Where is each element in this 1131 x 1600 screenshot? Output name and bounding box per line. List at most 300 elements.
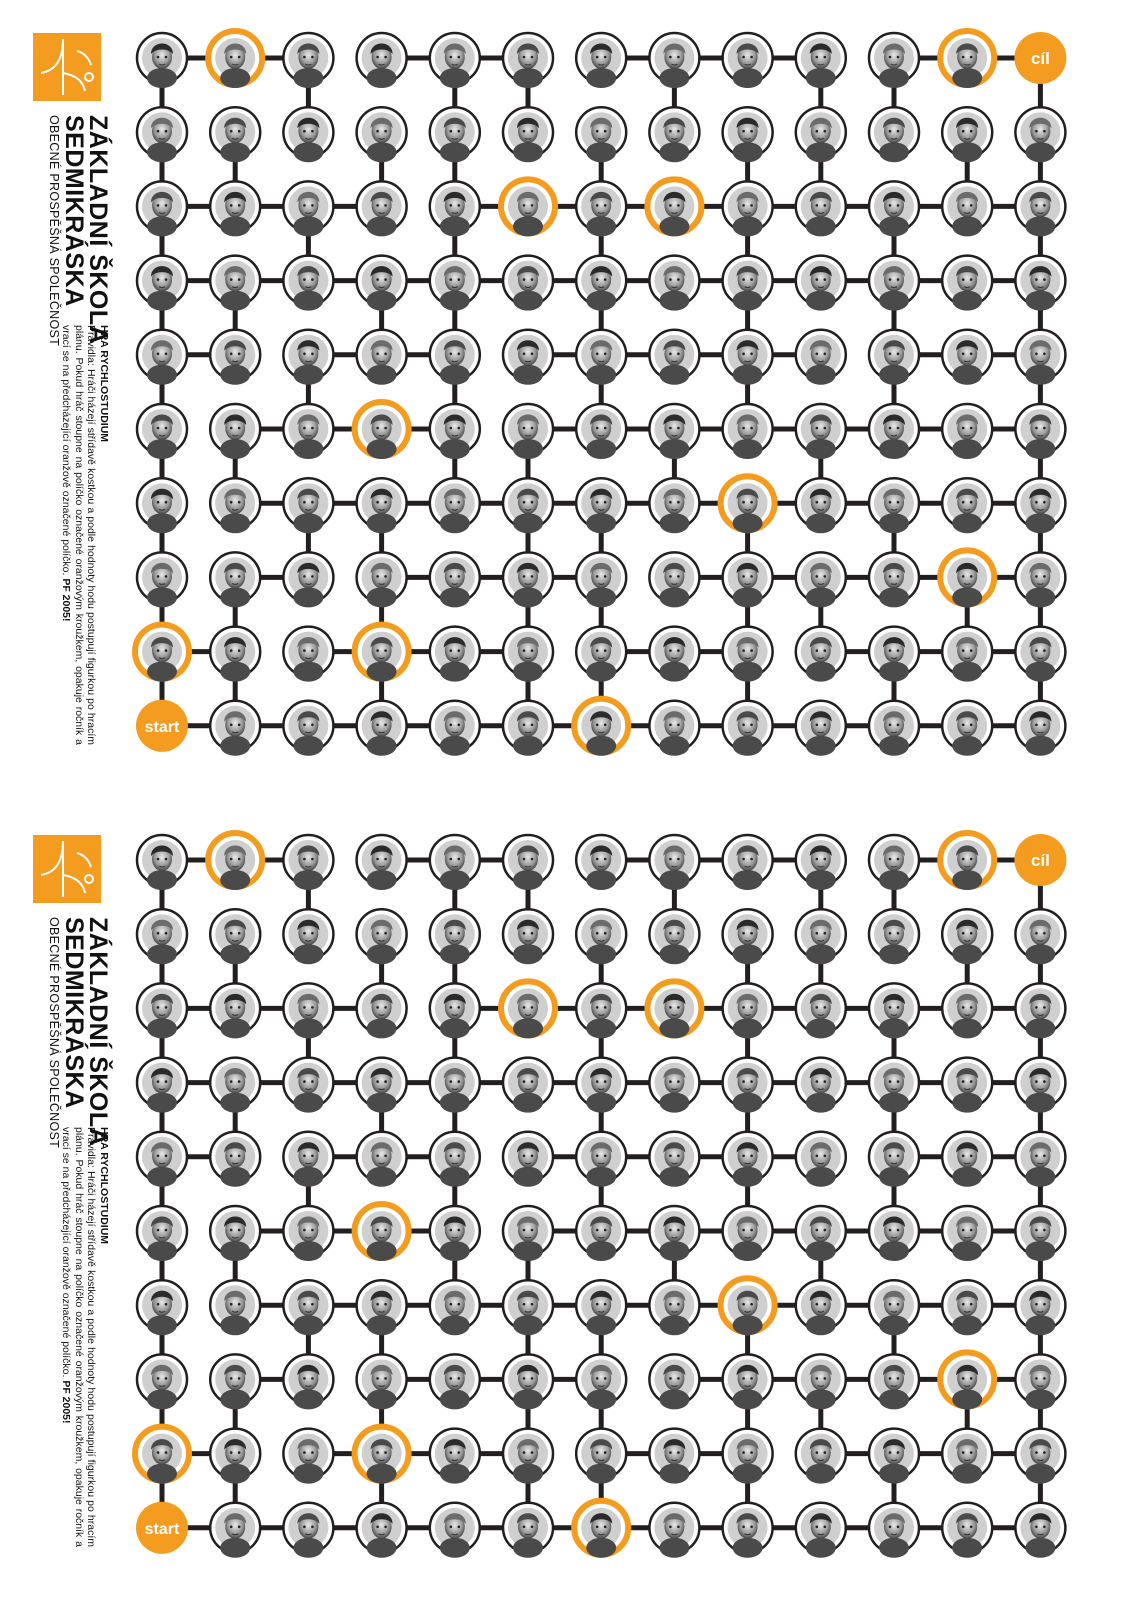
board-space[interactable] bbox=[647, 981, 701, 1038]
board-space[interactable] bbox=[796, 1280, 846, 1335]
board-space[interactable] bbox=[210, 1354, 260, 1409]
board-space[interactable] bbox=[576, 552, 626, 607]
face-photo-icon bbox=[142, 1063, 182, 1113]
board-space[interactable] bbox=[357, 835, 407, 890]
board-space[interactable] bbox=[283, 983, 333, 1038]
board-space[interactable] bbox=[647, 179, 701, 236]
board-space[interactable] bbox=[430, 330, 480, 385]
board-space[interactable] bbox=[137, 983, 187, 1038]
face-photo-icon bbox=[362, 261, 402, 311]
board-space[interactable] bbox=[283, 330, 333, 385]
board-space[interactable] bbox=[576, 1429, 626, 1484]
board-space[interactable] bbox=[135, 625, 189, 682]
board-space[interactable] bbox=[942, 909, 992, 964]
board-space[interactable] bbox=[357, 1058, 407, 1113]
board-space[interactable] bbox=[869, 701, 919, 756]
board-space[interactable] bbox=[723, 1354, 773, 1409]
board-space[interactable] bbox=[503, 701, 553, 756]
board-space[interactable] bbox=[283, 1280, 333, 1335]
board-space[interactable] bbox=[430, 701, 480, 756]
board-space[interactable] bbox=[649, 107, 699, 162]
board-space[interactable] bbox=[1015, 1206, 1065, 1261]
board-space[interactable] bbox=[357, 552, 407, 607]
board-space[interactable] bbox=[649, 256, 699, 311]
board-space[interactable] bbox=[1015, 1280, 1065, 1335]
board-space[interactable] bbox=[649, 1429, 699, 1484]
board-space[interactable] bbox=[869, 1429, 919, 1484]
board-space[interactable] bbox=[869, 983, 919, 1038]
board-space[interactable] bbox=[137, 181, 187, 236]
board-space[interactable] bbox=[723, 330, 773, 385]
board-space[interactable] bbox=[576, 181, 626, 236]
board-space[interactable] bbox=[796, 181, 846, 236]
board-space[interactable] bbox=[137, 107, 187, 162]
board-space[interactable] bbox=[723, 1132, 773, 1187]
board-space[interactable] bbox=[576, 1132, 626, 1187]
board-space[interactable] bbox=[649, 1206, 699, 1261]
board-space[interactable] bbox=[576, 1206, 626, 1261]
face-photo-icon bbox=[142, 1137, 182, 1187]
board-space[interactable] bbox=[430, 1280, 480, 1335]
board-space[interactable] bbox=[137, 835, 187, 890]
board-space[interactable] bbox=[942, 330, 992, 385]
board-space[interactable] bbox=[503, 909, 553, 964]
board-space[interactable] bbox=[649, 1058, 699, 1113]
board-space[interactable] bbox=[576, 107, 626, 162]
board-space[interactable] bbox=[283, 1354, 333, 1409]
board-space[interactable] bbox=[942, 701, 992, 756]
board-space[interactable] bbox=[283, 1503, 333, 1558]
board-space[interactable] bbox=[357, 909, 407, 964]
board-space[interactable] bbox=[283, 478, 333, 533]
board-space[interactable] bbox=[430, 1058, 480, 1113]
board-space[interactable] bbox=[283, 107, 333, 162]
board-space[interactable] bbox=[796, 33, 846, 88]
face-photo-icon bbox=[874, 261, 914, 311]
board-space[interactable] bbox=[796, 1206, 846, 1261]
board-space[interactable] bbox=[796, 983, 846, 1038]
board-space[interactable] bbox=[1015, 1503, 1065, 1558]
board-space[interactable] bbox=[137, 404, 187, 459]
board-space[interactable] bbox=[430, 478, 480, 533]
board-space[interactable] bbox=[576, 909, 626, 964]
board-space[interactable] bbox=[576, 835, 626, 890]
board-space[interactable] bbox=[723, 256, 773, 311]
board-space[interactable] bbox=[430, 1132, 480, 1187]
board-space[interactable] bbox=[940, 1352, 994, 1409]
board-space[interactable] bbox=[137, 552, 187, 607]
board-space[interactable] bbox=[942, 478, 992, 533]
board-space[interactable] bbox=[355, 625, 409, 682]
board-space[interactable] bbox=[357, 1354, 407, 1409]
board-space[interactable] bbox=[355, 1204, 409, 1261]
board-space[interactable] bbox=[723, 701, 773, 756]
board-space[interactable] bbox=[430, 181, 480, 236]
board-space[interactable] bbox=[503, 330, 553, 385]
board-space[interactable] bbox=[1015, 1058, 1065, 1113]
face-photo-icon bbox=[508, 38, 548, 88]
board-space[interactable] bbox=[649, 33, 699, 88]
finish-space[interactable] bbox=[1014, 32, 1066, 84]
face-photo-icon bbox=[801, 112, 841, 162]
board-space[interactable] bbox=[942, 1280, 992, 1335]
board-space[interactable] bbox=[796, 404, 846, 459]
board-space[interactable] bbox=[137, 909, 187, 964]
board-space[interactable] bbox=[869, 909, 919, 964]
board-space[interactable] bbox=[1015, 330, 1065, 385]
board-space[interactable] bbox=[723, 835, 773, 890]
board-space[interactable] bbox=[796, 1132, 846, 1187]
face-photo-icon bbox=[215, 483, 255, 533]
board-space[interactable] bbox=[576, 983, 626, 1038]
board-space[interactable] bbox=[137, 330, 187, 385]
face-photo-icon bbox=[947, 632, 987, 682]
face-photo-icon bbox=[1020, 1434, 1060, 1484]
board-space[interactable] bbox=[940, 31, 994, 88]
start-space[interactable] bbox=[136, 1502, 188, 1554]
face-photo-icon bbox=[215, 335, 255, 385]
board-space[interactable] bbox=[796, 909, 846, 964]
board-space[interactable] bbox=[796, 478, 846, 533]
board-space[interactable] bbox=[796, 552, 846, 607]
board-space[interactable] bbox=[503, 1354, 553, 1409]
board-space[interactable] bbox=[942, 107, 992, 162]
board-space[interactable] bbox=[430, 107, 480, 162]
board-space[interactable] bbox=[723, 1503, 773, 1558]
board-space[interactable] bbox=[796, 701, 846, 756]
board-space[interactable] bbox=[137, 1280, 187, 1335]
face-photo-icon bbox=[654, 1137, 694, 1187]
board-space[interactable] bbox=[649, 701, 699, 756]
board-space[interactable] bbox=[723, 107, 773, 162]
board-space[interactable] bbox=[503, 835, 553, 890]
board-space[interactable] bbox=[869, 33, 919, 88]
board-space[interactable] bbox=[940, 833, 994, 890]
board-space[interactable] bbox=[210, 983, 260, 1038]
board-space[interactable] bbox=[721, 476, 775, 533]
board-space[interactable] bbox=[355, 1427, 409, 1484]
board-space[interactable] bbox=[210, 1429, 260, 1484]
board-space[interactable] bbox=[357, 983, 407, 1038]
board-space[interactable] bbox=[283, 1429, 333, 1484]
board-space[interactable] bbox=[357, 107, 407, 162]
board-space[interactable] bbox=[503, 1503, 553, 1558]
board-space[interactable] bbox=[942, 1503, 992, 1558]
board-space[interactable] bbox=[1015, 909, 1065, 964]
board-space[interactable] bbox=[576, 330, 626, 385]
board-space[interactable] bbox=[283, 181, 333, 236]
board-space[interactable] bbox=[869, 1132, 919, 1187]
board-space[interactable] bbox=[501, 179, 555, 236]
board-space[interactable] bbox=[210, 1058, 260, 1113]
board-space[interactable] bbox=[942, 1429, 992, 1484]
board-space[interactable] bbox=[576, 404, 626, 459]
board-space[interactable] bbox=[869, 181, 919, 236]
board-space[interactable] bbox=[430, 1503, 480, 1558]
board-space[interactable] bbox=[723, 181, 773, 236]
start-label: start bbox=[144, 718, 180, 736]
board-space[interactable] bbox=[137, 1206, 187, 1261]
board-space[interactable] bbox=[430, 256, 480, 311]
board-space[interactable] bbox=[210, 107, 260, 162]
board-space[interactable] bbox=[1015, 478, 1065, 533]
board-space[interactable] bbox=[649, 1132, 699, 1187]
board-space[interactable] bbox=[942, 1058, 992, 1113]
board-space[interactable] bbox=[574, 699, 628, 756]
board-space[interactable] bbox=[723, 552, 773, 607]
board-space[interactable] bbox=[869, 1280, 919, 1335]
board-space[interactable] bbox=[1015, 1354, 1065, 1409]
school-logo bbox=[33, 33, 101, 101]
face-photo-icon bbox=[581, 1137, 621, 1187]
board-space[interactable] bbox=[503, 552, 553, 607]
board-space[interactable] bbox=[430, 1354, 480, 1409]
board-space[interactable] bbox=[649, 478, 699, 533]
board-space[interactable] bbox=[1015, 256, 1065, 311]
face-photo-icon bbox=[362, 335, 402, 385]
board-space[interactable] bbox=[430, 1429, 480, 1484]
board-space[interactable] bbox=[869, 1206, 919, 1261]
face-photo-icon bbox=[581, 112, 621, 162]
board-space[interactable] bbox=[357, 701, 407, 756]
board-space[interactable] bbox=[430, 404, 480, 459]
board-space[interactable] bbox=[649, 1280, 699, 1335]
board-space[interactable] bbox=[796, 256, 846, 311]
board-space[interactable] bbox=[357, 1503, 407, 1558]
face-photo-icon bbox=[435, 1285, 475, 1335]
board-space[interactable] bbox=[721, 1278, 775, 1335]
face-photo-icon bbox=[581, 988, 621, 1038]
board-space[interactable] bbox=[576, 627, 626, 682]
board-space[interactable] bbox=[210, 404, 260, 459]
board-space[interactable] bbox=[1015, 983, 1065, 1038]
board-space[interactable] bbox=[137, 256, 187, 311]
board-space[interactable] bbox=[940, 550, 994, 607]
face-photo-icon bbox=[581, 1359, 621, 1409]
board-space[interactable] bbox=[723, 1429, 773, 1484]
board-space[interactable] bbox=[796, 1354, 846, 1409]
board-space[interactable] bbox=[430, 627, 480, 682]
board-space[interactable] bbox=[210, 256, 260, 311]
board-space[interactable] bbox=[503, 627, 553, 682]
face-photo-icon bbox=[654, 1434, 694, 1484]
board-space[interactable] bbox=[430, 1206, 480, 1261]
board-space[interactable] bbox=[576, 256, 626, 311]
board-space[interactable] bbox=[210, 909, 260, 964]
board-space[interactable] bbox=[942, 404, 992, 459]
board-space[interactable] bbox=[869, 256, 919, 311]
board-space[interactable] bbox=[1015, 701, 1065, 756]
board-space[interactable] bbox=[503, 33, 553, 88]
board-space[interactable] bbox=[723, 33, 773, 88]
board-space[interactable] bbox=[357, 330, 407, 385]
board-space[interactable] bbox=[283, 835, 333, 890]
board-space[interactable] bbox=[503, 1280, 553, 1335]
board-space[interactable] bbox=[942, 1206, 992, 1261]
board-space[interactable] bbox=[357, 478, 407, 533]
board-space[interactable] bbox=[1015, 107, 1065, 162]
board-space[interactable] bbox=[137, 1354, 187, 1409]
school-name-line1: ZÁKLADNÍ ŠKOLA bbox=[84, 115, 112, 345]
board-space[interactable] bbox=[210, 478, 260, 533]
face-photo-icon bbox=[288, 1508, 328, 1558]
board-space[interactable] bbox=[210, 1503, 260, 1558]
board-space[interactable] bbox=[357, 1132, 407, 1187]
board-space[interactable] bbox=[137, 1132, 187, 1187]
board-space[interactable] bbox=[503, 1429, 553, 1484]
board-space[interactable] bbox=[942, 181, 992, 236]
board-space[interactable] bbox=[283, 33, 333, 88]
board-space[interactable] bbox=[649, 404, 699, 459]
board-space[interactable] bbox=[503, 1206, 553, 1261]
face-photo-icon bbox=[728, 914, 768, 964]
board-space[interactable] bbox=[796, 1058, 846, 1113]
board-space[interactable] bbox=[576, 33, 626, 88]
board-space[interactable] bbox=[503, 1058, 553, 1113]
board-space[interactable] bbox=[210, 627, 260, 682]
face-photo-icon bbox=[288, 1211, 328, 1261]
board-space[interactable] bbox=[869, 330, 919, 385]
board-space[interactable] bbox=[503, 107, 553, 162]
board-space[interactable] bbox=[503, 256, 553, 311]
board-space[interactable] bbox=[796, 330, 846, 385]
board-space[interactable] bbox=[137, 1058, 187, 1113]
board-space[interactable] bbox=[796, 1429, 846, 1484]
board-space[interactable] bbox=[283, 404, 333, 459]
board-space[interactable] bbox=[723, 404, 773, 459]
board-space[interactable] bbox=[283, 552, 333, 607]
board-space[interactable] bbox=[723, 1058, 773, 1113]
board-space[interactable] bbox=[649, 627, 699, 682]
board-space[interactable] bbox=[796, 627, 846, 682]
board-space[interactable] bbox=[869, 107, 919, 162]
board-space[interactable] bbox=[576, 478, 626, 533]
board-space[interactable] bbox=[283, 909, 333, 964]
board-space[interactable] bbox=[283, 1058, 333, 1113]
board-space[interactable] bbox=[869, 627, 919, 682]
face-photo-icon bbox=[508, 186, 548, 236]
board-space[interactable] bbox=[649, 1354, 699, 1409]
board-space[interactable] bbox=[576, 1280, 626, 1335]
board-space[interactable] bbox=[501, 981, 555, 1038]
board-space[interactable] bbox=[430, 835, 480, 890]
face-photo-icon bbox=[288, 706, 328, 756]
school-name-line2: SEDMIKRÁSKA bbox=[60, 917, 88, 1109]
board-space[interactable] bbox=[1015, 1132, 1065, 1187]
board-space[interactable] bbox=[869, 478, 919, 533]
board-space[interactable] bbox=[723, 909, 773, 964]
school-logo bbox=[33, 835, 101, 903]
board-space[interactable] bbox=[942, 627, 992, 682]
board-space[interactable] bbox=[649, 835, 699, 890]
board-space[interactable] bbox=[942, 1132, 992, 1187]
board-space[interactable] bbox=[283, 256, 333, 311]
face-photo-icon bbox=[508, 1137, 548, 1187]
board-space[interactable] bbox=[503, 1132, 553, 1187]
face-photo-icon bbox=[142, 1285, 182, 1335]
board-space[interactable] bbox=[503, 404, 553, 459]
board-space[interactable] bbox=[723, 1206, 773, 1261]
finish-space[interactable] bbox=[1014, 834, 1066, 886]
face-photo-icon bbox=[288, 914, 328, 964]
board-space[interactable] bbox=[796, 107, 846, 162]
board-space[interactable] bbox=[210, 552, 260, 607]
board-space[interactable] bbox=[796, 835, 846, 890]
board-space[interactable] bbox=[208, 833, 262, 890]
board-space[interactable] bbox=[869, 404, 919, 459]
board-space[interactable] bbox=[1015, 552, 1065, 607]
board-space[interactable] bbox=[283, 701, 333, 756]
board-space[interactable] bbox=[430, 909, 480, 964]
board-space[interactable] bbox=[574, 1501, 628, 1558]
board-space[interactable] bbox=[135, 1427, 189, 1484]
board-space[interactable] bbox=[430, 552, 480, 607]
face-photo-icon bbox=[508, 409, 548, 459]
board-space[interactable] bbox=[357, 33, 407, 88]
board-space[interactable] bbox=[503, 478, 553, 533]
board-space[interactable] bbox=[430, 33, 480, 88]
face-photo-icon bbox=[581, 1285, 621, 1335]
board-space[interactable] bbox=[208, 31, 262, 88]
board-space[interactable] bbox=[869, 1058, 919, 1113]
board-space[interactable] bbox=[210, 1280, 260, 1335]
face-photo-icon bbox=[801, 186, 841, 236]
board-space[interactable] bbox=[283, 1206, 333, 1261]
board-space[interactable] bbox=[210, 1206, 260, 1261]
board-space[interactable] bbox=[723, 983, 773, 1038]
face-photo-icon bbox=[435, 632, 475, 682]
board-space[interactable] bbox=[1015, 1429, 1065, 1484]
board-space[interactable] bbox=[357, 1280, 407, 1335]
board-space[interactable] bbox=[1015, 404, 1065, 459]
board-space[interactable] bbox=[210, 330, 260, 385]
board-space[interactable] bbox=[796, 1503, 846, 1558]
board-space[interactable] bbox=[869, 1503, 919, 1558]
face-photo-icon bbox=[947, 706, 987, 756]
board-space[interactable] bbox=[137, 33, 187, 88]
board-space[interactable] bbox=[723, 627, 773, 682]
board-space[interactable] bbox=[869, 835, 919, 890]
board-space[interactable] bbox=[649, 330, 699, 385]
board-space[interactable] bbox=[869, 552, 919, 607]
board-space[interactable] bbox=[649, 909, 699, 964]
board-space[interactable] bbox=[283, 1132, 333, 1187]
board-space[interactable] bbox=[357, 181, 407, 236]
board-space[interactable] bbox=[942, 983, 992, 1038]
board-space[interactable] bbox=[210, 701, 260, 756]
board-space[interactable] bbox=[210, 1132, 260, 1187]
board-space[interactable] bbox=[869, 1354, 919, 1409]
face-photo-icon bbox=[362, 1508, 402, 1558]
board-space[interactable] bbox=[357, 256, 407, 311]
board-space[interactable] bbox=[210, 181, 260, 236]
board-space[interactable] bbox=[137, 478, 187, 533]
board-space[interactable] bbox=[649, 552, 699, 607]
board-space[interactable] bbox=[576, 1354, 626, 1409]
board-space[interactable] bbox=[430, 983, 480, 1038]
face-photo-icon bbox=[435, 557, 475, 607]
board-space[interactable] bbox=[649, 1503, 699, 1558]
board-space[interactable] bbox=[1015, 181, 1065, 236]
board-space[interactable] bbox=[942, 256, 992, 311]
board-space[interactable] bbox=[283, 627, 333, 682]
face-photo-icon bbox=[654, 483, 694, 533]
face-photo-icon bbox=[142, 261, 182, 311]
start-space[interactable] bbox=[136, 700, 188, 752]
board-space[interactable] bbox=[1015, 627, 1065, 682]
board-space[interactable] bbox=[355, 402, 409, 459]
board-space[interactable] bbox=[576, 1058, 626, 1113]
